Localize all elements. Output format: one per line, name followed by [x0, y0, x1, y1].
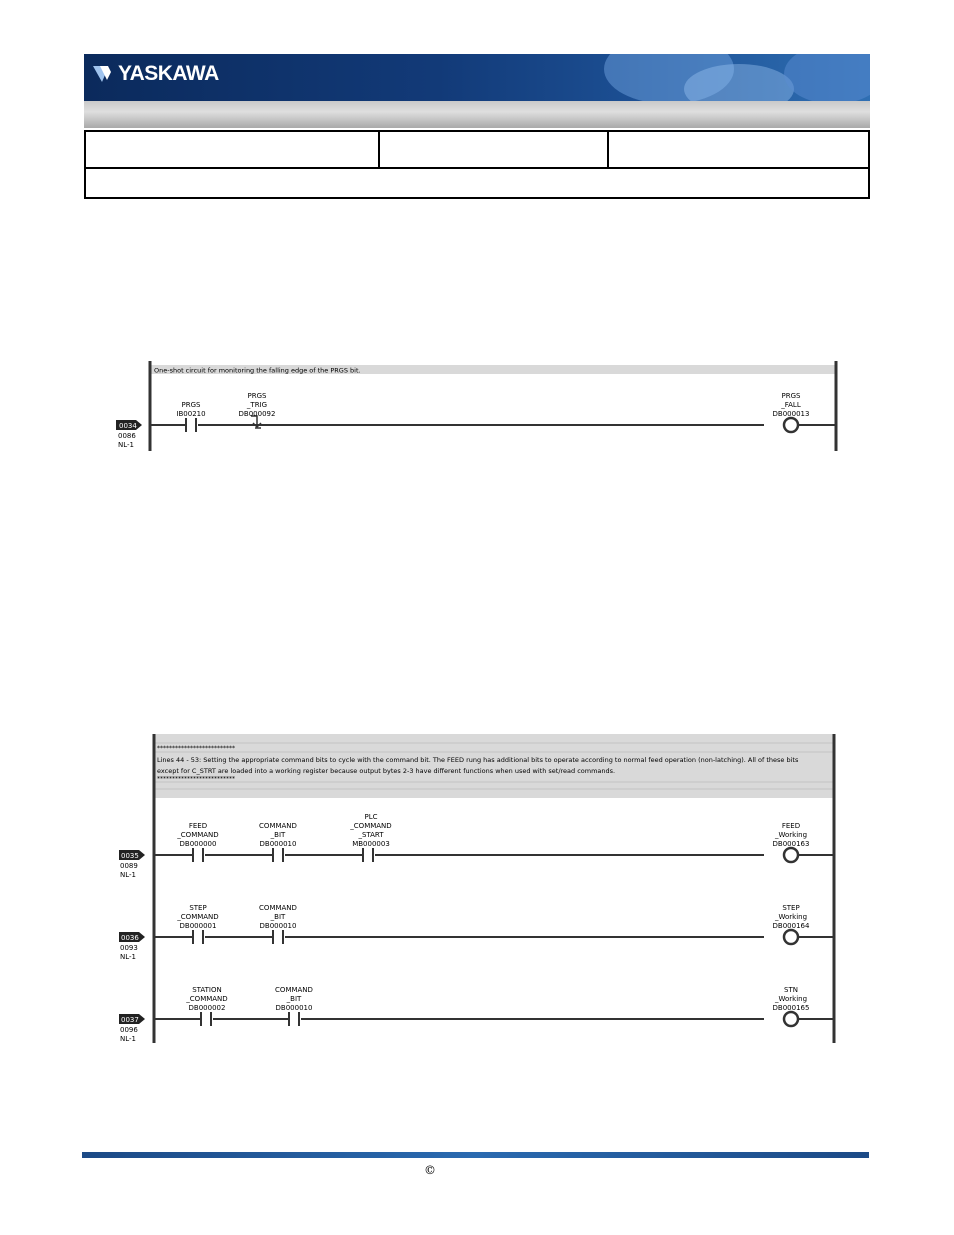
svg-text:IB00210: IB00210	[176, 410, 206, 418]
svg-text:NL-1: NL-1	[120, 871, 136, 879]
info-cell-2	[380, 132, 609, 169]
svg-text:MB000003: MB000003	[352, 840, 390, 848]
svg-text:0089: 0089	[120, 862, 138, 870]
svg-text:DB000092: DB000092	[238, 410, 276, 418]
svg-text:0035: 0035	[121, 852, 139, 860]
svg-text:0037: 0037	[121, 1016, 139, 1024]
svg-text:PRGS: PRGS	[181, 401, 201, 409]
svg-text:STEP: STEP	[189, 904, 207, 912]
svg-text:DB000010: DB000010	[259, 840, 297, 848]
ladder-diagram-2	[110, 732, 845, 1048]
svg-text:_BIT: _BIT	[270, 831, 286, 839]
rung-0035	[119, 813, 834, 879]
svg-text:DB000164: DB000164	[772, 922, 810, 930]
svg-text:COMMAND: COMMAND	[259, 822, 297, 830]
header-band	[84, 101, 870, 128]
svg-text:_COMMAND: _COMMAND	[177, 913, 219, 921]
svg-text:STEP: STEP	[782, 904, 800, 912]
svg-text:_BIT: _BIT	[270, 913, 286, 921]
svg-text:PRGS: PRGS	[247, 392, 267, 400]
rung-0037	[119, 986, 834, 1043]
footer-bar	[82, 1152, 869, 1158]
rung-0036	[119, 904, 834, 961]
svg-text:0093: 0093	[120, 944, 138, 952]
svg-text:_COMMAND: _COMMAND	[350, 822, 392, 830]
document-info-table	[84, 130, 870, 199]
svg-text:DB000165: DB000165	[772, 1004, 810, 1012]
brand-logo	[92, 62, 219, 86]
svg-text:_BIT: _BIT	[286, 995, 302, 1003]
comment-line-3: except for C_STRT are loaded into a working register because output bytes 2-3 have different functions when used with set/read commands.	[157, 767, 616, 775]
falling-edge-prgs-trig	[239, 392, 276, 428]
svg-text:PLC: PLC	[364, 813, 378, 821]
ladder-diagram-1	[110, 358, 845, 456]
rung-marker	[119, 850, 145, 879]
svg-text:0086: 0086	[118, 432, 136, 440]
svg-text:FEED: FEED	[188, 822, 208, 830]
svg-text:COMMAND: COMMAND	[275, 986, 313, 994]
svg-text:PRGS: PRGS	[781, 392, 801, 400]
svg-text:NL-1: NL-1	[120, 953, 136, 961]
comment-line-2: Lines 44 - 53: Setting the appropriate command bits to cycle with the command bit. The FEED rung has additional bits to operate according to normal feed operation (non-latching). All of these bits	[157, 756, 799, 764]
info-cell-4	[86, 169, 868, 197]
svg-text:_Working: _Working	[774, 995, 808, 1003]
svg-text:COMMAND: COMMAND	[259, 904, 297, 912]
comment-line-1: **************************	[157, 745, 235, 752]
svg-text:NL-1: NL-1	[118, 441, 134, 449]
svg-text:_FALL: _FALL	[781, 401, 801, 409]
comment-block	[154, 734, 834, 798]
svg-text:DB000010: DB000010	[275, 1004, 313, 1012]
svg-text:DB000001: DB000001	[179, 922, 217, 930]
yaskawa-logo-icon	[92, 64, 114, 84]
svg-text:DB000013: DB000013	[772, 410, 810, 418]
svg-text:DB000010: DB000010	[259, 922, 297, 930]
svg-text:0036: 0036	[121, 934, 139, 942]
rung-marker	[116, 420, 142, 449]
copyright-symbol: ©	[424, 1163, 436, 1177]
svg-text:_Working: _Working	[774, 831, 808, 839]
rung-marker	[119, 1014, 145, 1043]
svg-text:0034: 0034	[119, 422, 137, 430]
no-contact-prgs	[176, 401, 205, 432]
svg-text:DB000163: DB000163	[772, 840, 810, 848]
rung-comment: One-shot circuit for monitoring the falling edge of the PRGS bit.	[154, 366, 361, 375]
svg-text:_COMMAND: _COMMAND	[177, 831, 219, 839]
brand-name: YASKAWA	[118, 62, 219, 85]
svg-text:0096: 0096	[120, 1026, 138, 1034]
svg-text:_COMMAND: _COMMAND	[186, 995, 228, 1003]
header-banner	[84, 54, 870, 128]
svg-text:_Working: _Working	[774, 913, 808, 921]
svg-text:NL-1: NL-1	[120, 1035, 136, 1043]
svg-text:_START: _START	[358, 831, 384, 839]
info-cell-3	[609, 132, 868, 169]
rung-marker	[119, 932, 145, 961]
svg-text:DB000000: DB000000	[179, 840, 217, 848]
svg-text:FEED: FEED	[781, 822, 801, 830]
svg-text:_TRIG: _TRIG	[246, 401, 268, 409]
svg-text:DB000002: DB000002	[188, 1004, 226, 1012]
comment-line-4: **************************	[157, 775, 235, 783]
info-cell-1	[86, 132, 380, 169]
svg-text:STN: STN	[784, 986, 798, 994]
svg-text:STATION: STATION	[192, 986, 222, 994]
